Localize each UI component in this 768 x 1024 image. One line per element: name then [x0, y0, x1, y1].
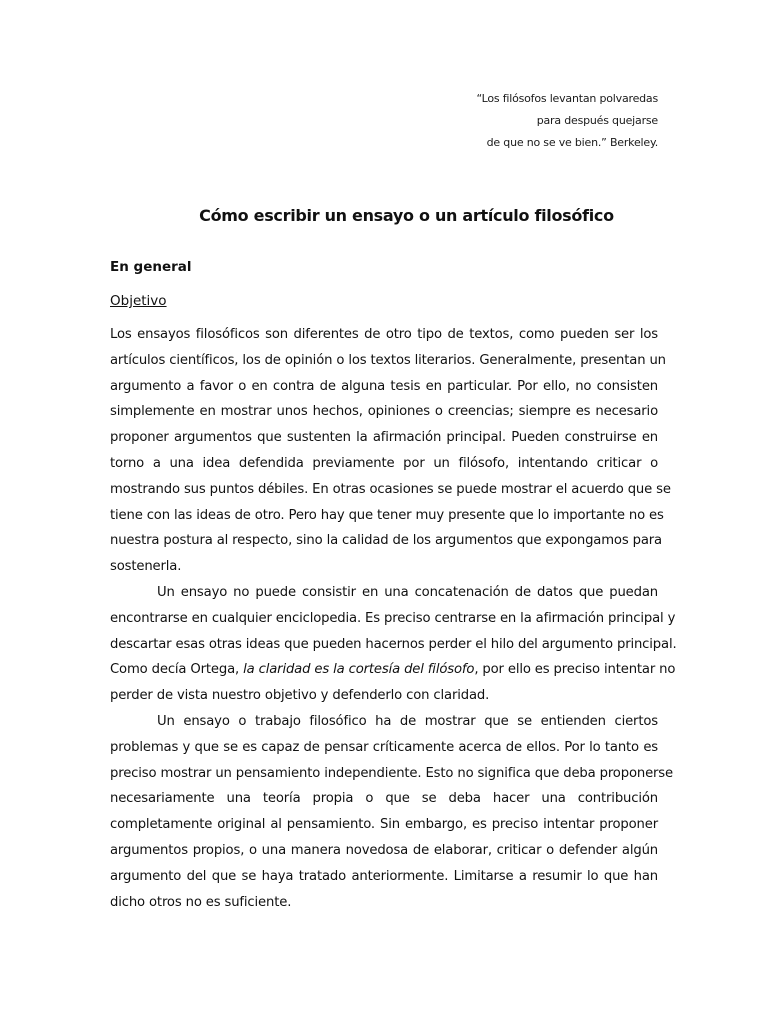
- paragraph-line: Un ensayo o trabajo filosófico ha de mostrar que se entienden ciertos: [157, 713, 658, 729]
- paragraph-line: dicho otros no es suficiente.: [110, 894, 292, 910]
- paragraph-line: problemas y que se es capaz de pensar críticamente acerca de ellos. Por lo tanto es: [110, 739, 658, 755]
- paragraph-line: simplemente en mostrar unos hechos, opiniones o creencias; siempre es necesario: [110, 404, 658, 420]
- paragraph-line: argumento del que se haya tratado anteriormente. Limitarse a resumir lo que han: [110, 868, 658, 884]
- paragraph-line: tiene con las ideas de otro. Pero hay que tener muy presente que lo importante no es: [110, 507, 664, 523]
- paragraph-line: preciso mostrar un pensamiento independiente. Esto no significa que deba proponerse: [110, 765, 673, 781]
- ortega-quote: la claridad es la cortesía del filósofo: [243, 662, 475, 678]
- paragraph-line: torno a una idea defendida previamente por un filósofo, intentando criticar o: [110, 455, 658, 471]
- paragraph-line: mostrando sus puntos débiles. En otras ocasiones se puede mostrar el acuerdo que se: [110, 481, 671, 497]
- paragraph-line: descartar esas otras ideas que pueden hacernos perder el hilo del argumento principal.: [110, 636, 677, 652]
- paragraph-line: necesariamente una teoría propia o que se deba hacer una contribución: [110, 791, 658, 807]
- quote-trail-text: , por ello es preciso intentar no: [474, 662, 676, 678]
- paragraph-line: completamente original al pensamiento. Sin embargo, es preciso intentar proponer: [110, 817, 658, 833]
- paragraph-line: sostenerla.: [110, 559, 182, 575]
- epigraph-line: de que no se ve bien.” Berkeley.: [486, 136, 658, 149]
- paragraph-line: artículos científicos, los de opinión o los textos literarios. Generalmente, presentan un: [110, 352, 666, 368]
- paragraph-line: argumento a favor o en contra de alguna tesis en particular. Por ello, no consisten: [110, 378, 658, 394]
- paragraph-line: nuestra postura al respecto, sino la calidad de los argumentos que expongamos para: [110, 533, 662, 549]
- paragraph-line: Los ensayos filosóficos son diferentes de otro tipo de textos, como pueden ser los: [110, 327, 658, 342]
- epigraph-line: “Los filósofos levantan polvaredas: [476, 92, 658, 105]
- paragraph-line: encontrarse en cualquier enciclopedia. Es preciso centrarse en la afirmación principal y: [110, 610, 676, 626]
- paragraph-line: argumentos propios, o una manera novedosa de elaborar, criticar o defender algún: [110, 842, 658, 858]
- epigraph-line: para después quejarse: [536, 114, 658, 127]
- section-heading: En general: [110, 259, 192, 275]
- paragraph-line: proponer argumentos que sustenten la afirmación principal. Pueden construirse en: [110, 430, 658, 446]
- paragraph-line: perder de vista nuestro objetivo y defenderlo con claridad.: [110, 688, 490, 704]
- paragraph-line-quote: [110, 657, 676, 683]
- subheading: Objetivo: [110, 293, 167, 309]
- quote-lead-text: Como decía Ortega,: [110, 662, 244, 678]
- document-title: Cómo escribir un ensayo o un artículo filosófico: [199, 206, 614, 225]
- paragraph-line: Un ensayo no puede consistir en una concatenación de datos que puedan: [157, 584, 658, 600]
- epigraph-quote: [476, 88, 658, 154]
- body-text: [110, 322, 677, 915]
